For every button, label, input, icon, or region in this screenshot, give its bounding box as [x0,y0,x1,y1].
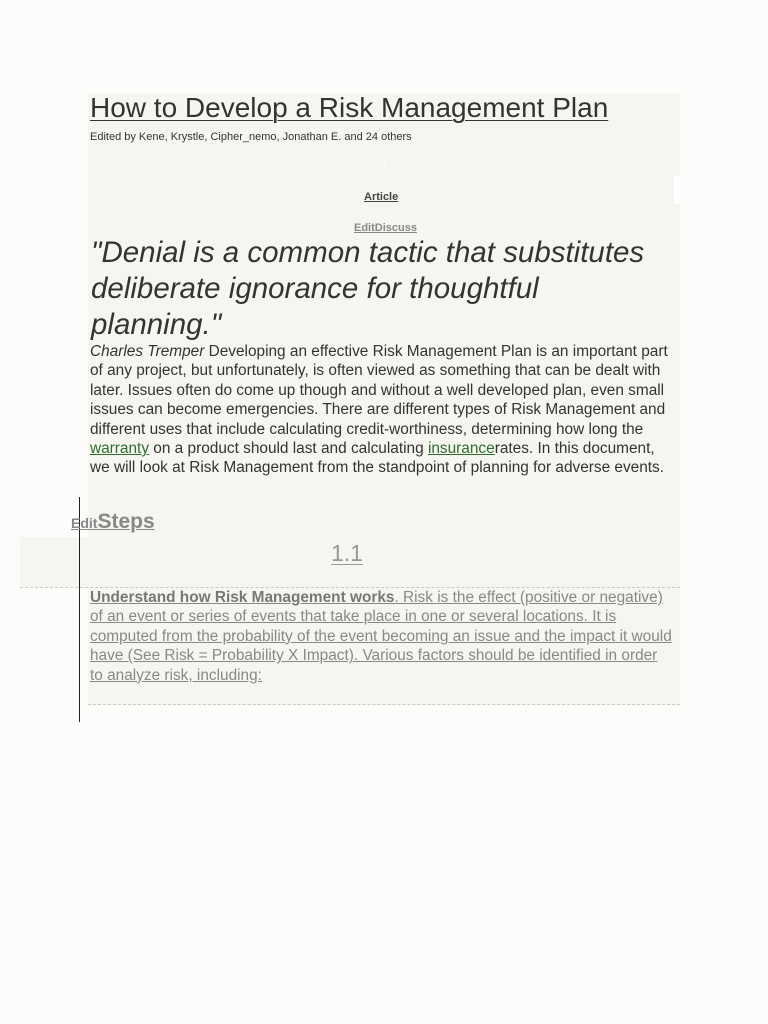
steps-heading [71,510,155,534]
tab-edit-discuss[interactable]: EditDiscuss [354,222,417,234]
steps-edit-link[interactable]: Edit [71,515,98,531]
step-number: 1.1 [331,540,363,566]
side-tab-marker [674,176,680,204]
steps-title: Steps [97,510,155,533]
editors-byline: Edited by Kene, Krystle, Cipher_nemo, Jonathan E. and 24 others [90,131,412,143]
step-1-text [90,588,674,685]
warranty-link[interactable]: warranty [90,440,150,458]
step-1-description: . Risk is the effect (positive or negative) of an event or series of events that take place in one or several locations. It is computed from the probability of the event becoming an issue and the impact it would have (See Risk = Probability X Impact). Various factors should be identified in order to analyze risk, including: [90,589,672,684]
page-title[interactable]: How to Develop a Risk Management Plan [90,92,609,123]
faint-mark: 4 [381,162,387,172]
insurance-link[interactable]: insurance [427,440,495,458]
pull-quote: "Denial is a common tactic that substitutes deliberate ignorance for thoughtful planning." [91,236,645,341]
intro-text-part-1: Developing an effective Risk Management Plan is an important part of any project, but unfortunately, is often viewed as something that can be dealt with later. Issues often do come up though and without a well developed plan, even small issues can become emergencies. There are different types of Risk Management and different uses that include calculating credit-worthiness, determining how long the [90,343,668,438]
intro-text-part-2: on a product should last and calculating [149,440,428,458]
intro-paragraph [90,342,672,478]
step-1-bold-lead: Understand how Risk Management works [90,589,395,606]
quote-author: Charles Tremper [90,343,205,360]
tab-article[interactable]: Article [364,191,399,203]
intro-text-part-3: rates. In this document, we will look at Risk Management from the standpoint of planning for adverse events. [90,440,665,477]
step-divider-bottom [88,704,680,705]
